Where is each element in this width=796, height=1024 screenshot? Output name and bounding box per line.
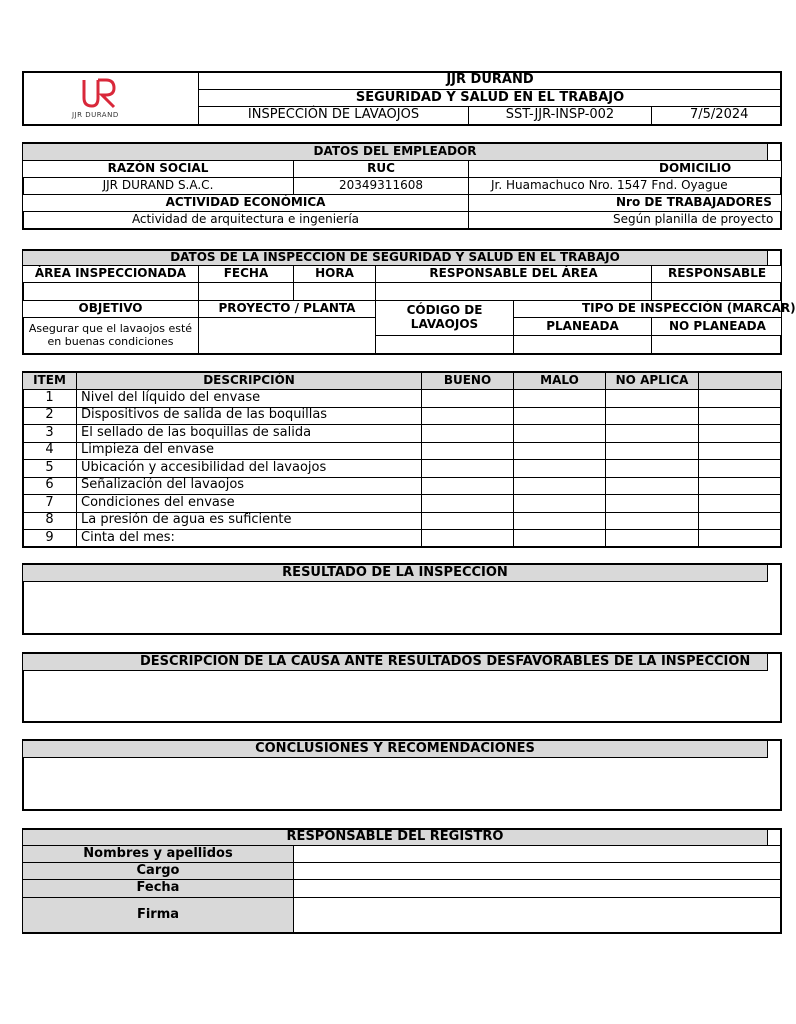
codigo-input[interactable] — [375, 335, 514, 354]
planeada-checkbox[interactable] — [513, 335, 652, 354]
item-number: 9 — [22, 529, 77, 548]
label-nombres: Nombres y apellidos — [22, 845, 294, 863]
item-number: 1 — [22, 389, 77, 408]
obs-checkbox[interactable] — [698, 477, 782, 496]
item-description: Condiciones del envase — [76, 494, 422, 513]
razon-social-value: JJR DURAND S.A.C. — [22, 177, 294, 195]
document-code: SST-JJR-INSP-002 — [468, 106, 652, 125]
header-no-planeada: NO PLANEADA — [651, 317, 782, 336]
nombres-input[interactable] — [293, 845, 782, 863]
na-checkbox[interactable] — [605, 459, 699, 478]
header-no-aplica: NO APLICA — [605, 372, 699, 390]
label-firma: Firma — [22, 897, 294, 933]
item-description: Nivel del líquido del envase — [76, 389, 422, 408]
obs-checkbox[interactable] — [698, 529, 782, 548]
item-number: 8 — [22, 512, 77, 531]
header-actividad: ACTIVIDAD ECONÓMICA — [22, 194, 469, 212]
causa-textarea[interactable] — [24, 671, 768, 721]
logo-caption: JJR DURAND — [72, 111, 119, 119]
header-proyecto: PROYECTO / PLANTA — [198, 300, 376, 318]
conclusiones-textarea[interactable] — [24, 758, 768, 809]
obs-checkbox[interactable] — [698, 494, 782, 513]
header-observaciones — [698, 372, 782, 390]
na-checkbox[interactable] — [605, 389, 699, 408]
item-number: 5 — [22, 459, 77, 478]
bueno-checkbox[interactable] — [421, 459, 514, 478]
bueno-checkbox[interactable] — [421, 512, 514, 531]
header-hora: HORA — [293, 265, 376, 283]
obs-checkbox[interactable] — [698, 424, 782, 443]
bueno-checkbox[interactable] — [421, 424, 514, 443]
item-description: Señalización del lavaojos — [76, 477, 422, 496]
conclusiones-title: CONCLUSIONES Y RECOMENDACIONES — [22, 740, 768, 758]
header-ruc: RUC — [293, 160, 469, 178]
item-number: 6 — [22, 477, 77, 496]
item-number: 7 — [22, 494, 77, 513]
header-malo: MALO — [513, 372, 606, 390]
responsable-area-input[interactable] — [375, 282, 652, 301]
header-responsable-area: RESPONSABLE DEL ÁREA — [375, 265, 652, 283]
malo-checkbox[interactable] — [513, 424, 606, 443]
trabajadores-value: Según planilla de proyecto — [468, 211, 782, 229]
item-description: La presión de agua es suficiente — [76, 512, 422, 531]
na-checkbox[interactable] — [605, 494, 699, 513]
no-planeada-checkbox[interactable] — [651, 335, 782, 354]
header-fecha: FECHA — [198, 265, 294, 283]
responsable-input[interactable] — [651, 282, 782, 301]
na-checkbox[interactable] — [605, 512, 699, 531]
item-number: 4 — [22, 442, 77, 461]
header-tipo-inspeccion: TIPO DE INSPECCIÓN (MARCAR) — [513, 300, 782, 318]
firma-input[interactable] — [293, 897, 782, 933]
malo-checkbox[interactable] — [513, 494, 606, 513]
header-bueno: BUENO — [421, 372, 514, 390]
registro-title: RESPONSABLE DEL REGISTRO — [22, 829, 768, 846]
fecha-registro-input[interactable] — [293, 879, 782, 898]
malo-checkbox[interactable] — [513, 459, 606, 478]
malo-checkbox[interactable] — [513, 529, 606, 548]
bueno-checkbox[interactable] — [421, 477, 514, 496]
fecha-input[interactable] — [198, 282, 294, 301]
na-checkbox[interactable] — [605, 424, 699, 443]
objetivo-value: Asegurar que el lavaojos esté en buenas condiciones — [22, 317, 199, 354]
malo-checkbox[interactable] — [513, 477, 606, 496]
bueno-checkbox[interactable] — [421, 442, 514, 461]
document-title: INSPECCIÓN DE LAVAOJOS — [198, 106, 469, 125]
item-description: Cinta del mes: — [76, 529, 422, 548]
proyecto-input[interactable] — [198, 317, 376, 354]
label-fecha: Fecha — [22, 879, 294, 898]
hora-input[interactable] — [293, 282, 376, 301]
obs-checkbox[interactable] — [698, 389, 782, 408]
item-description: Limpieza del envase — [76, 442, 422, 461]
malo-checkbox[interactable] — [513, 389, 606, 408]
header-area: ÁREA INSPECCIONADA — [22, 265, 199, 283]
item-number: 3 — [22, 424, 77, 443]
obs-checkbox[interactable] — [698, 512, 782, 531]
bueno-checkbox[interactable] — [421, 407, 514, 426]
domicilio-value: Jr. Huamachuco Nro. 1547 Fnd. Oyague — [468, 177, 782, 195]
header-razon-social: RAZÓN SOCIAL — [22, 160, 294, 178]
header-descripcion: DESCRIPCIÓN — [76, 372, 422, 390]
na-checkbox[interactable] — [605, 529, 699, 548]
inspection-title: DATOS DE LA INSPECCIÓN DE SEGURIDAD Y SALUD EN EL TRABAJO — [22, 250, 768, 266]
area-input[interactable] — [22, 282, 199, 301]
header-codigo-lavaojos: CÓDIGO DE LAVAOJOS — [375, 300, 514, 336]
bueno-checkbox[interactable] — [421, 529, 514, 548]
header-planeada: PLANEADA — [513, 317, 652, 336]
obs-checkbox[interactable] — [698, 407, 782, 426]
label-cargo: Cargo — [22, 862, 294, 880]
malo-checkbox[interactable] — [513, 407, 606, 426]
cargo-input[interactable] — [293, 862, 782, 880]
document-date: 7/5/2024 — [651, 106, 782, 125]
item-number: 2 — [22, 407, 77, 426]
header-responsable: RESPONSABLE — [651, 265, 782, 283]
na-checkbox[interactable] — [605, 407, 699, 426]
header-item: ITEM — [22, 372, 77, 390]
na-checkbox[interactable] — [605, 477, 699, 496]
company-name: JJR DURAND — [198, 71, 782, 90]
area-name: SEGURIDAD Y SALUD EN EL TRABAJO — [198, 89, 782, 107]
actividad-value: Actividad de arquitectura e ingeniería — [22, 211, 469, 229]
causa-title: DESCRIPCION DE LA CAUSA ANTE RESULTADOS DESFAVORABLES DE LA INSPECCION — [22, 653, 768, 671]
item-description: El sellado de las boquillas de salida — [76, 424, 422, 443]
bueno-checkbox[interactable] — [421, 389, 514, 408]
header-trabajadores: Nro DE TRABAJADORES — [468, 194, 782, 212]
bueno-checkbox[interactable] — [421, 494, 514, 513]
jjr-logo-icon — [80, 76, 120, 110]
ruc-value: 20349311608 — [293, 177, 469, 195]
resultado-title: RESULTADO DE LA INSPECCION — [22, 564, 768, 582]
header-domicilio: DOMICILIO — [468, 160, 782, 178]
malo-checkbox[interactable] — [513, 512, 606, 531]
item-description: Dispositivos de salida de las boquillas — [76, 407, 422, 426]
item-description: Ubicación y accesibilidad del lavaojos — [76, 459, 422, 478]
na-checkbox[interactable] — [605, 442, 699, 461]
obs-checkbox[interactable] — [698, 459, 782, 478]
malo-checkbox[interactable] — [513, 442, 606, 461]
obs-checkbox[interactable] — [698, 442, 782, 461]
resultado-textarea[interactable] — [24, 582, 768, 633]
employer-title: DATOS DEL EMPLEADOR — [22, 143, 768, 161]
header-objetivo: OBJETIVO — [22, 300, 199, 318]
